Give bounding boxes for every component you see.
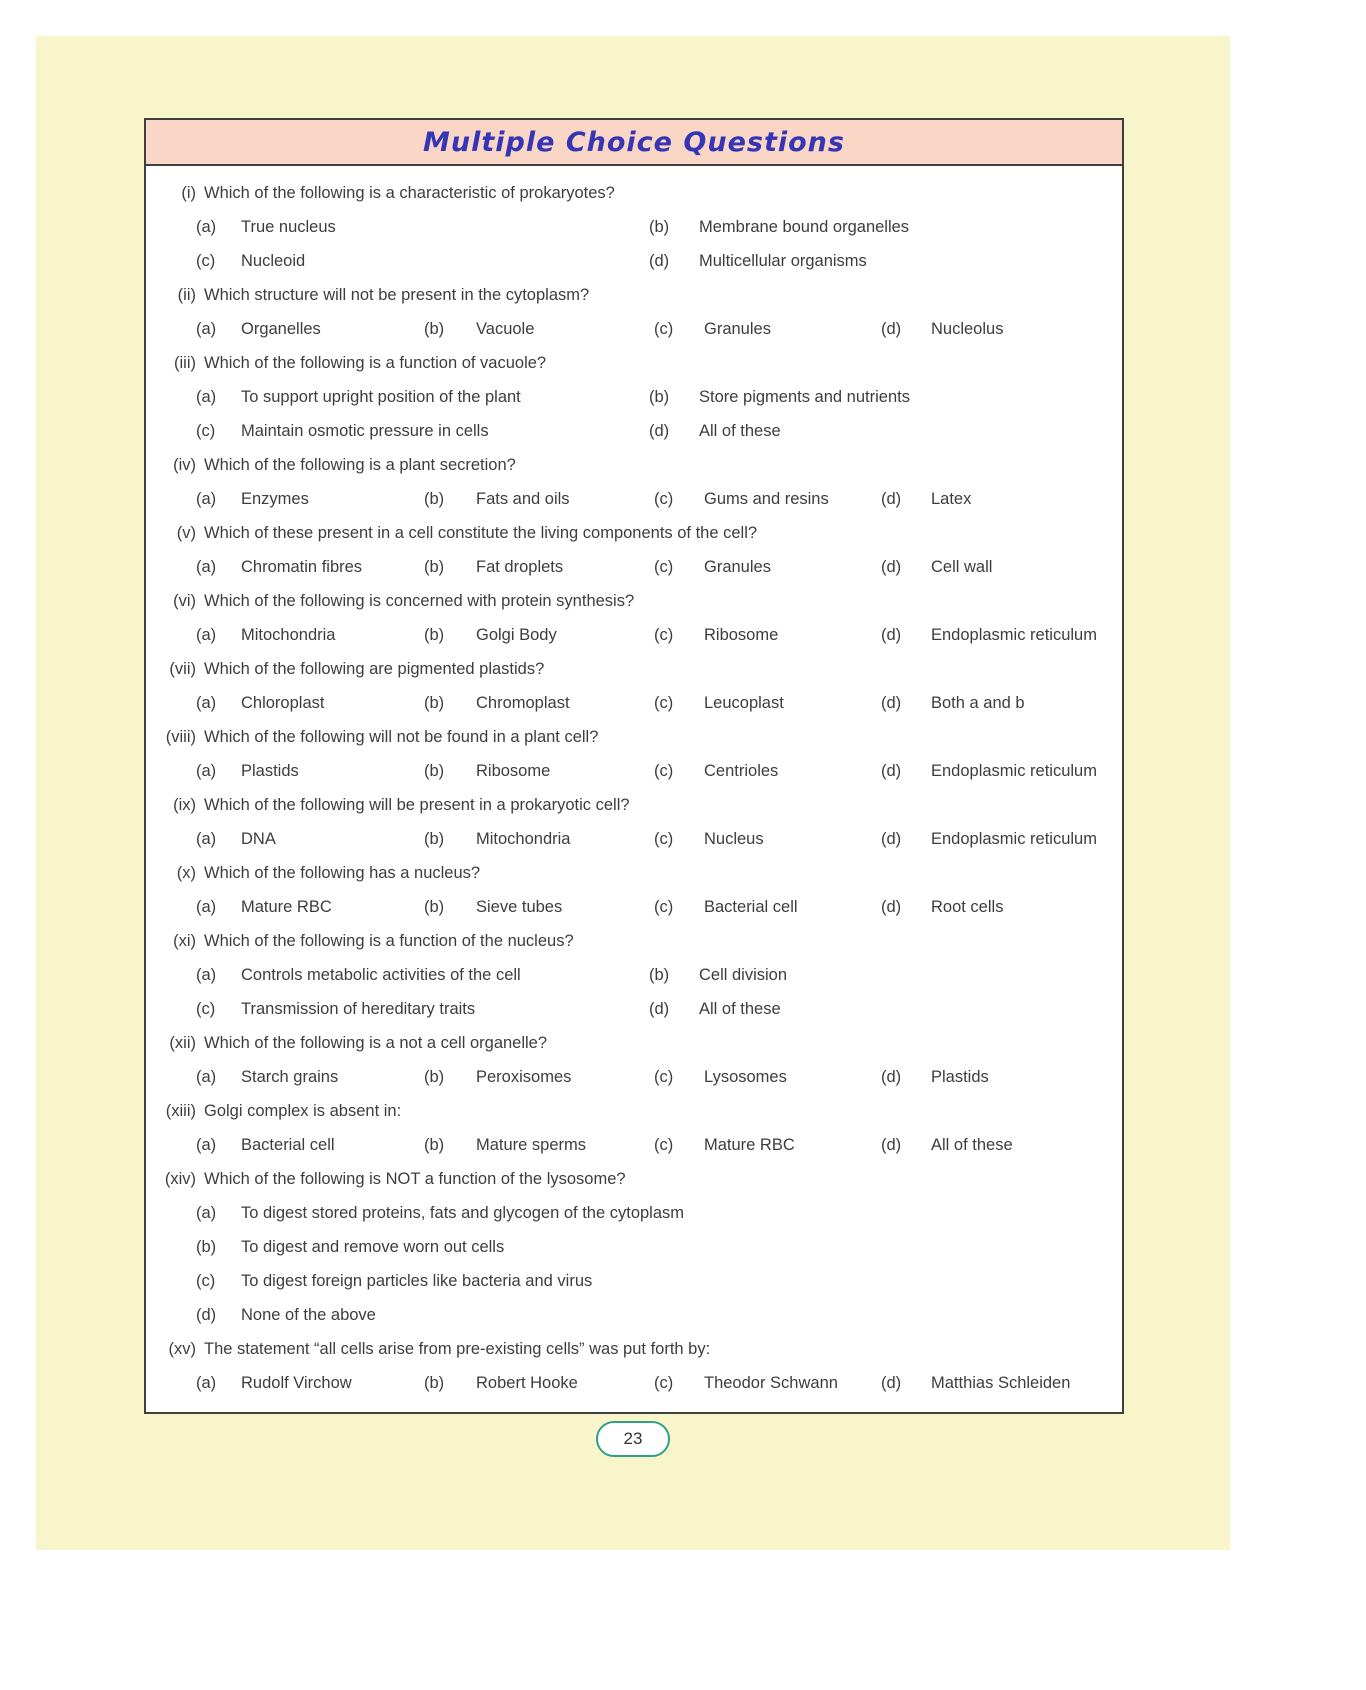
option-row xyxy=(146,618,1122,652)
question-text: Which of the following is NOT a function of the lysosome? xyxy=(204,1169,626,1188)
option-letter: (a) xyxy=(196,897,217,916)
option-letter: (c) xyxy=(196,1271,216,1290)
option-letter: (b) xyxy=(424,557,445,576)
option-letter: (b) xyxy=(424,897,445,916)
option-letter: (b) xyxy=(424,319,445,338)
question-number: (iii) xyxy=(174,353,196,372)
option-letter: (d) xyxy=(649,421,670,440)
question-line xyxy=(146,1332,1122,1366)
question-text: Which of the following are pigmented plastids? xyxy=(204,659,545,678)
option-text: Mature RBC xyxy=(704,1135,795,1154)
option-row xyxy=(146,482,1122,516)
option-letter: (d) xyxy=(196,1305,217,1324)
option-letter: (a) xyxy=(196,557,217,576)
option-text: Matthias Schleiden xyxy=(931,1373,1071,1392)
option-letter: (b) xyxy=(424,1135,445,1154)
option-text: True nucleus xyxy=(241,217,336,236)
option-text: Enzymes xyxy=(241,489,309,508)
option-row xyxy=(146,312,1122,346)
option-letter: (c) xyxy=(196,999,216,1018)
option-letter: (a) xyxy=(196,319,217,338)
option-letter: (b) xyxy=(649,217,670,236)
option-letter: (b) xyxy=(196,1237,217,1256)
question-number: (vii) xyxy=(169,659,196,678)
option-letter: (a) xyxy=(196,829,217,848)
option-text: Endoplasmic reticulum xyxy=(931,761,1097,780)
option-text: Both a and b xyxy=(931,693,1025,712)
question-text: The statement “all cells arise from pre-existing cells” was put forth by: xyxy=(204,1339,711,1358)
question-line xyxy=(146,584,1122,618)
option-letter: (d) xyxy=(881,1135,902,1154)
option-row xyxy=(146,890,1122,924)
option-row xyxy=(146,958,1122,992)
option-text: Latex xyxy=(931,489,972,508)
question-line xyxy=(146,924,1122,958)
mcq-box xyxy=(144,118,1124,1414)
option-row xyxy=(146,1060,1122,1094)
option-row xyxy=(146,1264,1122,1298)
question-number: (iv) xyxy=(173,455,196,474)
option-text: Store pigments and nutrients xyxy=(699,387,910,406)
question-text: Which of the following is a function of the nucleus? xyxy=(204,931,574,950)
option-letter: (d) xyxy=(881,489,902,508)
question-number: (v) xyxy=(176,523,196,542)
option-text: Chromoplast xyxy=(476,693,570,712)
option-text: Chromatin fibres xyxy=(241,557,363,576)
question-number: (i) xyxy=(181,183,196,202)
option-row xyxy=(146,1230,1122,1264)
option-letter: (b) xyxy=(424,761,445,780)
question-text: Which of the following is a plant secretion? xyxy=(204,455,516,474)
option-text: All of these xyxy=(931,1135,1013,1154)
option-row xyxy=(146,210,1122,244)
option-letter: (a) xyxy=(196,387,217,406)
option-letter: (c) xyxy=(654,557,674,576)
question-number: (x) xyxy=(176,863,196,882)
option-letter: (c) xyxy=(654,625,674,644)
page-title: Multiple Choice Questions xyxy=(423,126,845,158)
option-text: To digest and remove worn out cells xyxy=(241,1237,505,1256)
option-letter: (c) xyxy=(654,319,674,338)
option-text: None of the above xyxy=(241,1305,376,1324)
option-letter: (d) xyxy=(649,999,670,1018)
option-text: Lysosomes xyxy=(704,1067,787,1086)
option-text: To support upright position of the plant xyxy=(241,387,521,406)
option-text: Mitochondria xyxy=(241,625,336,644)
option-letter: (b) xyxy=(424,829,445,848)
option-letter: (a) xyxy=(196,1067,217,1086)
option-letter: (c) xyxy=(654,489,674,508)
question-number: (viii) xyxy=(165,727,196,746)
option-letter: (d) xyxy=(881,1373,902,1392)
option-letter: (c) xyxy=(654,897,674,916)
option-text: Sieve tubes xyxy=(476,897,563,916)
option-letter: (d) xyxy=(881,557,902,576)
question-line xyxy=(146,346,1122,380)
option-letter: (d) xyxy=(881,693,902,712)
option-text: Rudolf Virchow xyxy=(241,1373,352,1392)
question-line xyxy=(146,176,1122,210)
option-text: Granules xyxy=(704,557,771,576)
option-letter: (d) xyxy=(881,829,902,848)
page-sheet xyxy=(36,36,1230,1550)
option-text: Mature sperms xyxy=(476,1135,587,1154)
question-text: Which structure will not be present in the cytoplasm? xyxy=(204,285,590,304)
question-number: (xi) xyxy=(173,931,196,950)
option-letter: (a) xyxy=(196,965,217,984)
option-text: Plastids xyxy=(241,761,299,780)
option-text: Bacterial cell xyxy=(241,1135,335,1154)
option-letter: (a) xyxy=(196,693,217,712)
option-text: Membrane bound organelles xyxy=(699,217,910,236)
question-line xyxy=(146,448,1122,482)
option-letter: (a) xyxy=(196,489,217,508)
option-text: Vacuole xyxy=(476,319,535,338)
option-letter: (a) xyxy=(196,1203,217,1222)
option-letter: (c) xyxy=(654,1067,674,1086)
question-number: (vi) xyxy=(173,591,196,610)
question-line xyxy=(146,278,1122,312)
option-letter: (b) xyxy=(424,625,445,644)
page-number: 23 xyxy=(623,1429,643,1448)
option-text: Nucleus xyxy=(704,829,764,848)
option-text: Mitochondria xyxy=(476,829,571,848)
option-text: Ribosome xyxy=(476,761,551,780)
option-text: All of these xyxy=(699,421,781,440)
option-letter: (d) xyxy=(881,625,902,644)
question-line xyxy=(146,720,1122,754)
option-text: All of these xyxy=(699,999,781,1018)
option-letter: (b) xyxy=(649,387,670,406)
option-row xyxy=(146,1298,1122,1332)
option-text: Bacterial cell xyxy=(704,897,798,916)
option-row xyxy=(146,244,1122,278)
option-letter: (d) xyxy=(881,1067,902,1086)
option-row xyxy=(146,1196,1122,1230)
question-number: (xiv) xyxy=(164,1169,196,1188)
option-text: To digest foreign particles like bacteria and virus xyxy=(241,1271,593,1290)
option-text: Centrioles xyxy=(704,761,779,780)
question-line xyxy=(146,652,1122,686)
option-letter: (c) xyxy=(196,251,216,270)
option-text: Robert Hooke xyxy=(476,1373,578,1392)
option-row xyxy=(146,550,1122,584)
question-line xyxy=(146,1162,1122,1196)
option-letter: (a) xyxy=(196,217,217,236)
page-number-badge xyxy=(596,1421,670,1457)
option-text: Leucoplast xyxy=(704,693,784,712)
option-row xyxy=(146,380,1122,414)
question-number: (xii) xyxy=(169,1033,196,1052)
option-row xyxy=(146,1366,1122,1400)
option-text: Nucleoid xyxy=(241,251,306,270)
option-text: Maintain osmotic pressure in cells xyxy=(241,421,489,440)
option-text: Organelles xyxy=(241,319,321,338)
option-text: Endoplasmic reticulum xyxy=(931,625,1097,644)
option-letter: (d) xyxy=(649,251,670,270)
question-number: (ii) xyxy=(177,285,196,304)
option-text: Plastids xyxy=(931,1067,989,1086)
question-text: Which of the following will be present in a prokaryotic cell? xyxy=(204,795,630,814)
option-letter: (a) xyxy=(196,1373,217,1392)
question-text: Which of the following will not be found in a plant cell? xyxy=(204,727,599,746)
option-letter: (b) xyxy=(424,1067,445,1086)
option-letter: (a) xyxy=(196,625,217,644)
option-text: Endoplasmic reticulum xyxy=(931,829,1097,848)
option-letter: (d) xyxy=(881,319,902,338)
option-letter: (a) xyxy=(196,761,217,780)
option-letter: (b) xyxy=(424,489,445,508)
question-text: Which of the following is a not a cell organelle? xyxy=(204,1033,548,1052)
option-text: Golgi Body xyxy=(476,625,557,644)
option-letter: (c) xyxy=(654,1373,674,1392)
option-letter: (b) xyxy=(424,1373,445,1392)
option-text: Fat droplets xyxy=(476,557,564,576)
option-text: Mature RBC xyxy=(241,897,332,916)
option-letter: (c) xyxy=(654,829,674,848)
option-text: Nucleolus xyxy=(931,319,1004,338)
option-text: Gums and resins xyxy=(704,489,829,508)
option-letter: (c) xyxy=(654,761,674,780)
option-text: Controls metabolic activities of the cell xyxy=(241,965,521,984)
option-letter: (b) xyxy=(649,965,670,984)
option-text: Starch grains xyxy=(241,1067,339,1086)
question-number: (ix) xyxy=(173,795,196,814)
option-letter: (a) xyxy=(196,1135,217,1154)
option-letter: (d) xyxy=(881,897,902,916)
question-line xyxy=(146,856,1122,890)
option-text: Granules xyxy=(704,319,771,338)
option-text: To digest stored proteins, fats and glycogen of the cytoplasm xyxy=(241,1203,685,1222)
option-letter: (c) xyxy=(196,421,216,440)
option-text: Cell wall xyxy=(931,557,993,576)
option-text: Peroxisomes xyxy=(476,1067,572,1086)
question-text: Which of the following has a nucleus? xyxy=(204,863,481,882)
question-number: (xiii) xyxy=(165,1101,196,1120)
option-letter: (c) xyxy=(654,693,674,712)
option-text: Chloroplast xyxy=(241,693,325,712)
option-text: Fats and oils xyxy=(476,489,570,508)
option-text: Multicellular organisms xyxy=(699,251,867,270)
option-text: Cell division xyxy=(699,965,788,984)
option-row xyxy=(146,686,1122,720)
question-line xyxy=(146,788,1122,822)
option-row xyxy=(146,1128,1122,1162)
option-letter: (c) xyxy=(654,1135,674,1154)
mcq-header xyxy=(146,120,1122,166)
question-line xyxy=(146,516,1122,550)
question-line xyxy=(146,1094,1122,1128)
question-text: Which of the following is a characteristic of prokaryotes? xyxy=(204,183,615,202)
option-text: Theodor Schwann xyxy=(704,1373,838,1392)
questions xyxy=(146,166,1122,1412)
option-text: Ribosome xyxy=(704,625,779,644)
question-line xyxy=(146,1026,1122,1060)
option-text: Transmission of hereditary traits xyxy=(241,999,476,1018)
option-row xyxy=(146,754,1122,788)
question-text: Which of these present in a cell constitute the living components of the cell? xyxy=(204,523,758,542)
question-text: Golgi complex is absent in: xyxy=(204,1101,402,1120)
option-text: DNA xyxy=(241,829,276,848)
option-letter: (d) xyxy=(881,761,902,780)
option-row xyxy=(146,822,1122,856)
option-text: Root cells xyxy=(931,897,1004,916)
option-letter: (b) xyxy=(424,693,445,712)
option-row xyxy=(146,414,1122,448)
question-number: (xv) xyxy=(168,1339,196,1358)
question-text: Which of the following is concerned with protein synthesis? xyxy=(204,591,635,610)
option-row xyxy=(146,992,1122,1026)
question-text: Which of the following is a function of vacuole? xyxy=(204,353,547,372)
